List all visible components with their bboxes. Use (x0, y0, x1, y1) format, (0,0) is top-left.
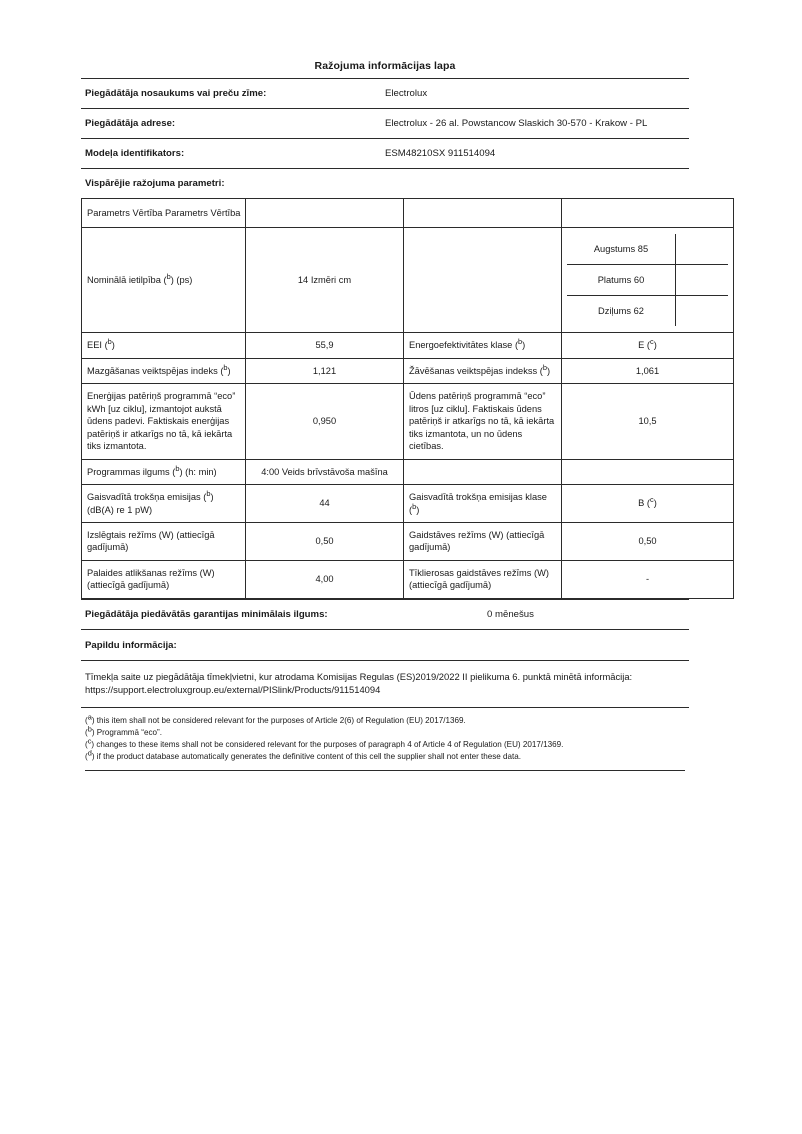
eei-label-tail: ) (111, 340, 115, 351)
standby-mode-value: 0,50 (562, 522, 734, 560)
supplier-info-table (81, 78, 689, 168)
additional-info-heading: Papildu informācija: (81, 630, 689, 661)
footnote-text: ) changes to these items shall not be considered relevant for the purposes of paragraph 4 of Article 4 of Regulation (EU) 2017/1369. (91, 740, 564, 750)
energy-class-value-tail: ) (653, 340, 657, 351)
footnote-marker: a (87, 712, 92, 722)
noise-emission-label-tail: ) (dB(A) re 1 pW) (87, 492, 214, 515)
height-blank (676, 234, 729, 265)
footnote-marker: c (650, 495, 654, 505)
value2-column-header (562, 199, 734, 228)
energy-class-label (404, 333, 562, 358)
footnote-text: ) Programmā “eco”. (91, 728, 162, 738)
table-row-duration (82, 459, 734, 484)
page-title: Ražojuma informācijas lapa (314, 60, 456, 72)
table-header-row (82, 199, 734, 228)
dry-index-value: 1,061 (562, 358, 734, 383)
general-parameters-heading: Vispārējie ražojuma parametri: (81, 168, 689, 198)
supplier-address-label: Piegādātāja adrese: (81, 109, 381, 139)
footnote-marker: b (412, 501, 417, 511)
footnote-marker: b (175, 463, 180, 473)
footnote-marker: b (166, 272, 171, 282)
noise-emission-label (82, 485, 246, 523)
program-duration-label-text: Programmas ilgums ( (87, 466, 176, 477)
depth-blank (676, 296, 729, 327)
capacity-label (82, 228, 246, 333)
energy-class-value-text: E ( (638, 340, 651, 351)
capacity-blank-cell (404, 228, 562, 333)
width-blank (676, 265, 729, 296)
model-identifier-value: ESM48210SX 911514094 (381, 139, 689, 169)
capacity-label-text: Nominālā ietilpība ( (87, 275, 167, 286)
energy-consumption-value: 0,950 (246, 384, 404, 459)
duration-blank-cell (404, 459, 562, 484)
table-row (567, 265, 728, 296)
supplier-name-label: Piegādātāja nosaukums vai preču zīme: (81, 79, 381, 109)
eei-value: 55,9 (246, 333, 404, 358)
height-label: Augstums 85 (567, 234, 676, 265)
footnote-marker: b (87, 724, 92, 734)
off-mode-label: Izslēgtais režīms (W) (attiecīgā gadījumā) (82, 522, 246, 560)
footnote-marker: d (87, 748, 92, 758)
footnote-item: ($^c$) changes to these items shall not be considered relevant for the purposes of paragraph 4 of Article 4 of Regulation (EU) 2017/1369. (85, 736, 564, 750)
energy-class-label-tail: ) (522, 340, 526, 351)
dimensions-cell (562, 228, 734, 333)
dry-index-label-text: Žāvēšanas veiktspējas indekss ( (409, 365, 543, 376)
table-row (81, 109, 689, 139)
energy-consumption-label: Enerģijas patēriņš programmā “eco” kWh [uz ciklu], izmantojot aukstā ūdens padevi. Faktiskais enerģijas patēriņš ir atkarīgs no tā, kā iekārta tiks izmantota. (82, 384, 246, 459)
footnote-item: ($^a$) this item shall not be considered relevant for the purposes of Article 2(6) of Regulation (EU) 2017/1369. (85, 712, 466, 726)
guarantee-label: Piegādātāja piedāvātās garantijas minimālais ilgums: (81, 599, 483, 629)
value-column-header (246, 199, 404, 228)
noise-class-value-tail: ) (653, 498, 657, 509)
parameter-column-header (82, 199, 246, 228)
footnote-marker: b (223, 362, 228, 372)
program-duration-label-tail: ) (h: min) (179, 466, 217, 477)
depth-label: Dziļums 62 (567, 296, 676, 327)
eei-label (82, 333, 246, 358)
off-mode-value: 0,50 (246, 522, 404, 560)
footnote-marker: c (650, 337, 654, 347)
water-consumption-label: Ūdens patēriņš programmā “eco” litros [uz ciklu]. Faktiskais ūdens patēriņš ir atkarīgs no tā, kā iekārta tiks izmantota, un no ūdens cietības. (404, 384, 562, 459)
footnotes-list (81, 708, 689, 771)
noise-class-label (404, 485, 562, 523)
wash-index-label-tail: ) (227, 365, 231, 376)
delay-start-label: Palaides atlikšanas režīms (W) (attiecīgā gadījumā) (82, 560, 246, 598)
parameter-column-header-text: Parametrs Vērtība Parametrs Vērtība (87, 208, 241, 218)
footnote-text: ) this item shall not be considered relevant for the purposes of Article 2(6) of Regulation (EU) 2017/1369. (91, 716, 466, 726)
footnote-marker: b (107, 337, 112, 347)
energy-class-value (562, 333, 734, 358)
footnote-text: ) if the product database automatically generates the definitive content of this cell the supplier shall not enter these data. (91, 752, 522, 762)
wash-index-label-text: Mazgāšanas veiktspējas indeks ( (87, 365, 224, 376)
energy-class-label-text: Energoefektivitātes klase ( (409, 340, 519, 351)
table-row-off-mode (82, 522, 734, 560)
footnote-item: ($^d$) if the product database automatically generates the definitive content of this cell the supplier shall not enter these data. (85, 748, 522, 762)
duration-blank-cell-2 (562, 459, 734, 484)
table-row-delay-start (82, 560, 734, 598)
table-row (81, 79, 689, 109)
eei-label-text: EEI ( (87, 340, 108, 351)
table-row-eei (82, 333, 734, 358)
network-standby-label: Tīklierosas gaidstāves režīms (W) (attiecīgā gadījumā) (404, 560, 562, 598)
table-row-wash-index (82, 358, 734, 383)
footnote-item: ($^b$) Programmā “eco”. (85, 724, 162, 738)
water-consumption-value: 10,5 (562, 384, 734, 459)
footnote-marker: b (206, 488, 211, 498)
table-row-consumption (82, 384, 734, 459)
noise-emission-label-text: Gaisvadītā trokšņa emisijas ( (87, 492, 207, 503)
delay-start-value: 4,00 (246, 560, 404, 598)
noise-class-label-text: Gaisvadītā trokšņa emisijas klase ( (409, 492, 547, 515)
footnote-marker: b (518, 337, 523, 347)
footnotes-bottom-rule (85, 770, 685, 771)
supplier-address-value: Electrolux - 26 al. Powstancow Slaskich 30-570 - Krakow - PL (381, 109, 689, 139)
noise-class-label-tail: ) (416, 504, 420, 515)
footnote-marker: b (542, 362, 547, 372)
guarantee-table (81, 599, 689, 630)
network-standby-value: - (562, 560, 734, 598)
dimensions-table (567, 234, 728, 326)
supplier-name-value: Electrolux (381, 79, 689, 109)
general-parameters-table (81, 198, 734, 599)
footnote-marker: c (87, 736, 92, 746)
noise-class-value-text: B ( (638, 498, 651, 509)
model-identifier-label: Modeļa identifikators: (81, 139, 381, 169)
table-row (81, 139, 689, 169)
table-row-noise (82, 485, 734, 523)
dry-index-label (404, 358, 562, 383)
guarantee-value: 0 mēnešus (483, 599, 689, 629)
additional-info-text: Tīmekļa saite uz piegādātāja tīmekļvietni, kur atrodama Komisijas Regulas (ES)2019/2022 II pielikuma 6. punktā minētā informācija: https://support.electroluxgroup.eu/external/PISlink/Products/911514094 (81, 661, 689, 708)
capacity-label-tail: ) (ps) (170, 275, 193, 286)
standby-mode-label: Gaidstāves režīms (W) (attiecīgā gadījumā) (404, 522, 562, 560)
dry-index-label-tail: ) (546, 365, 551, 376)
program-duration-label (82, 459, 246, 484)
program-duration-value-text: 4:00 Veids brīvstāvoša mašīna (261, 466, 388, 477)
capacity-value: 14 Izmēri cm (246, 228, 404, 333)
product-information-sheet (81, 60, 689, 771)
wash-index-value: 1,121 (246, 358, 404, 383)
wash-index-label (82, 358, 246, 383)
program-duration-value (246, 459, 404, 484)
table-row-capacity (82, 228, 734, 333)
noise-class-value (562, 485, 734, 523)
parameter2-column-header (404, 199, 562, 228)
table-row (81, 599, 689, 629)
width-label: Platums 60 (567, 265, 676, 296)
table-row (567, 296, 728, 327)
table-row (567, 234, 728, 265)
noise-emission-value: 44 (246, 485, 404, 523)
